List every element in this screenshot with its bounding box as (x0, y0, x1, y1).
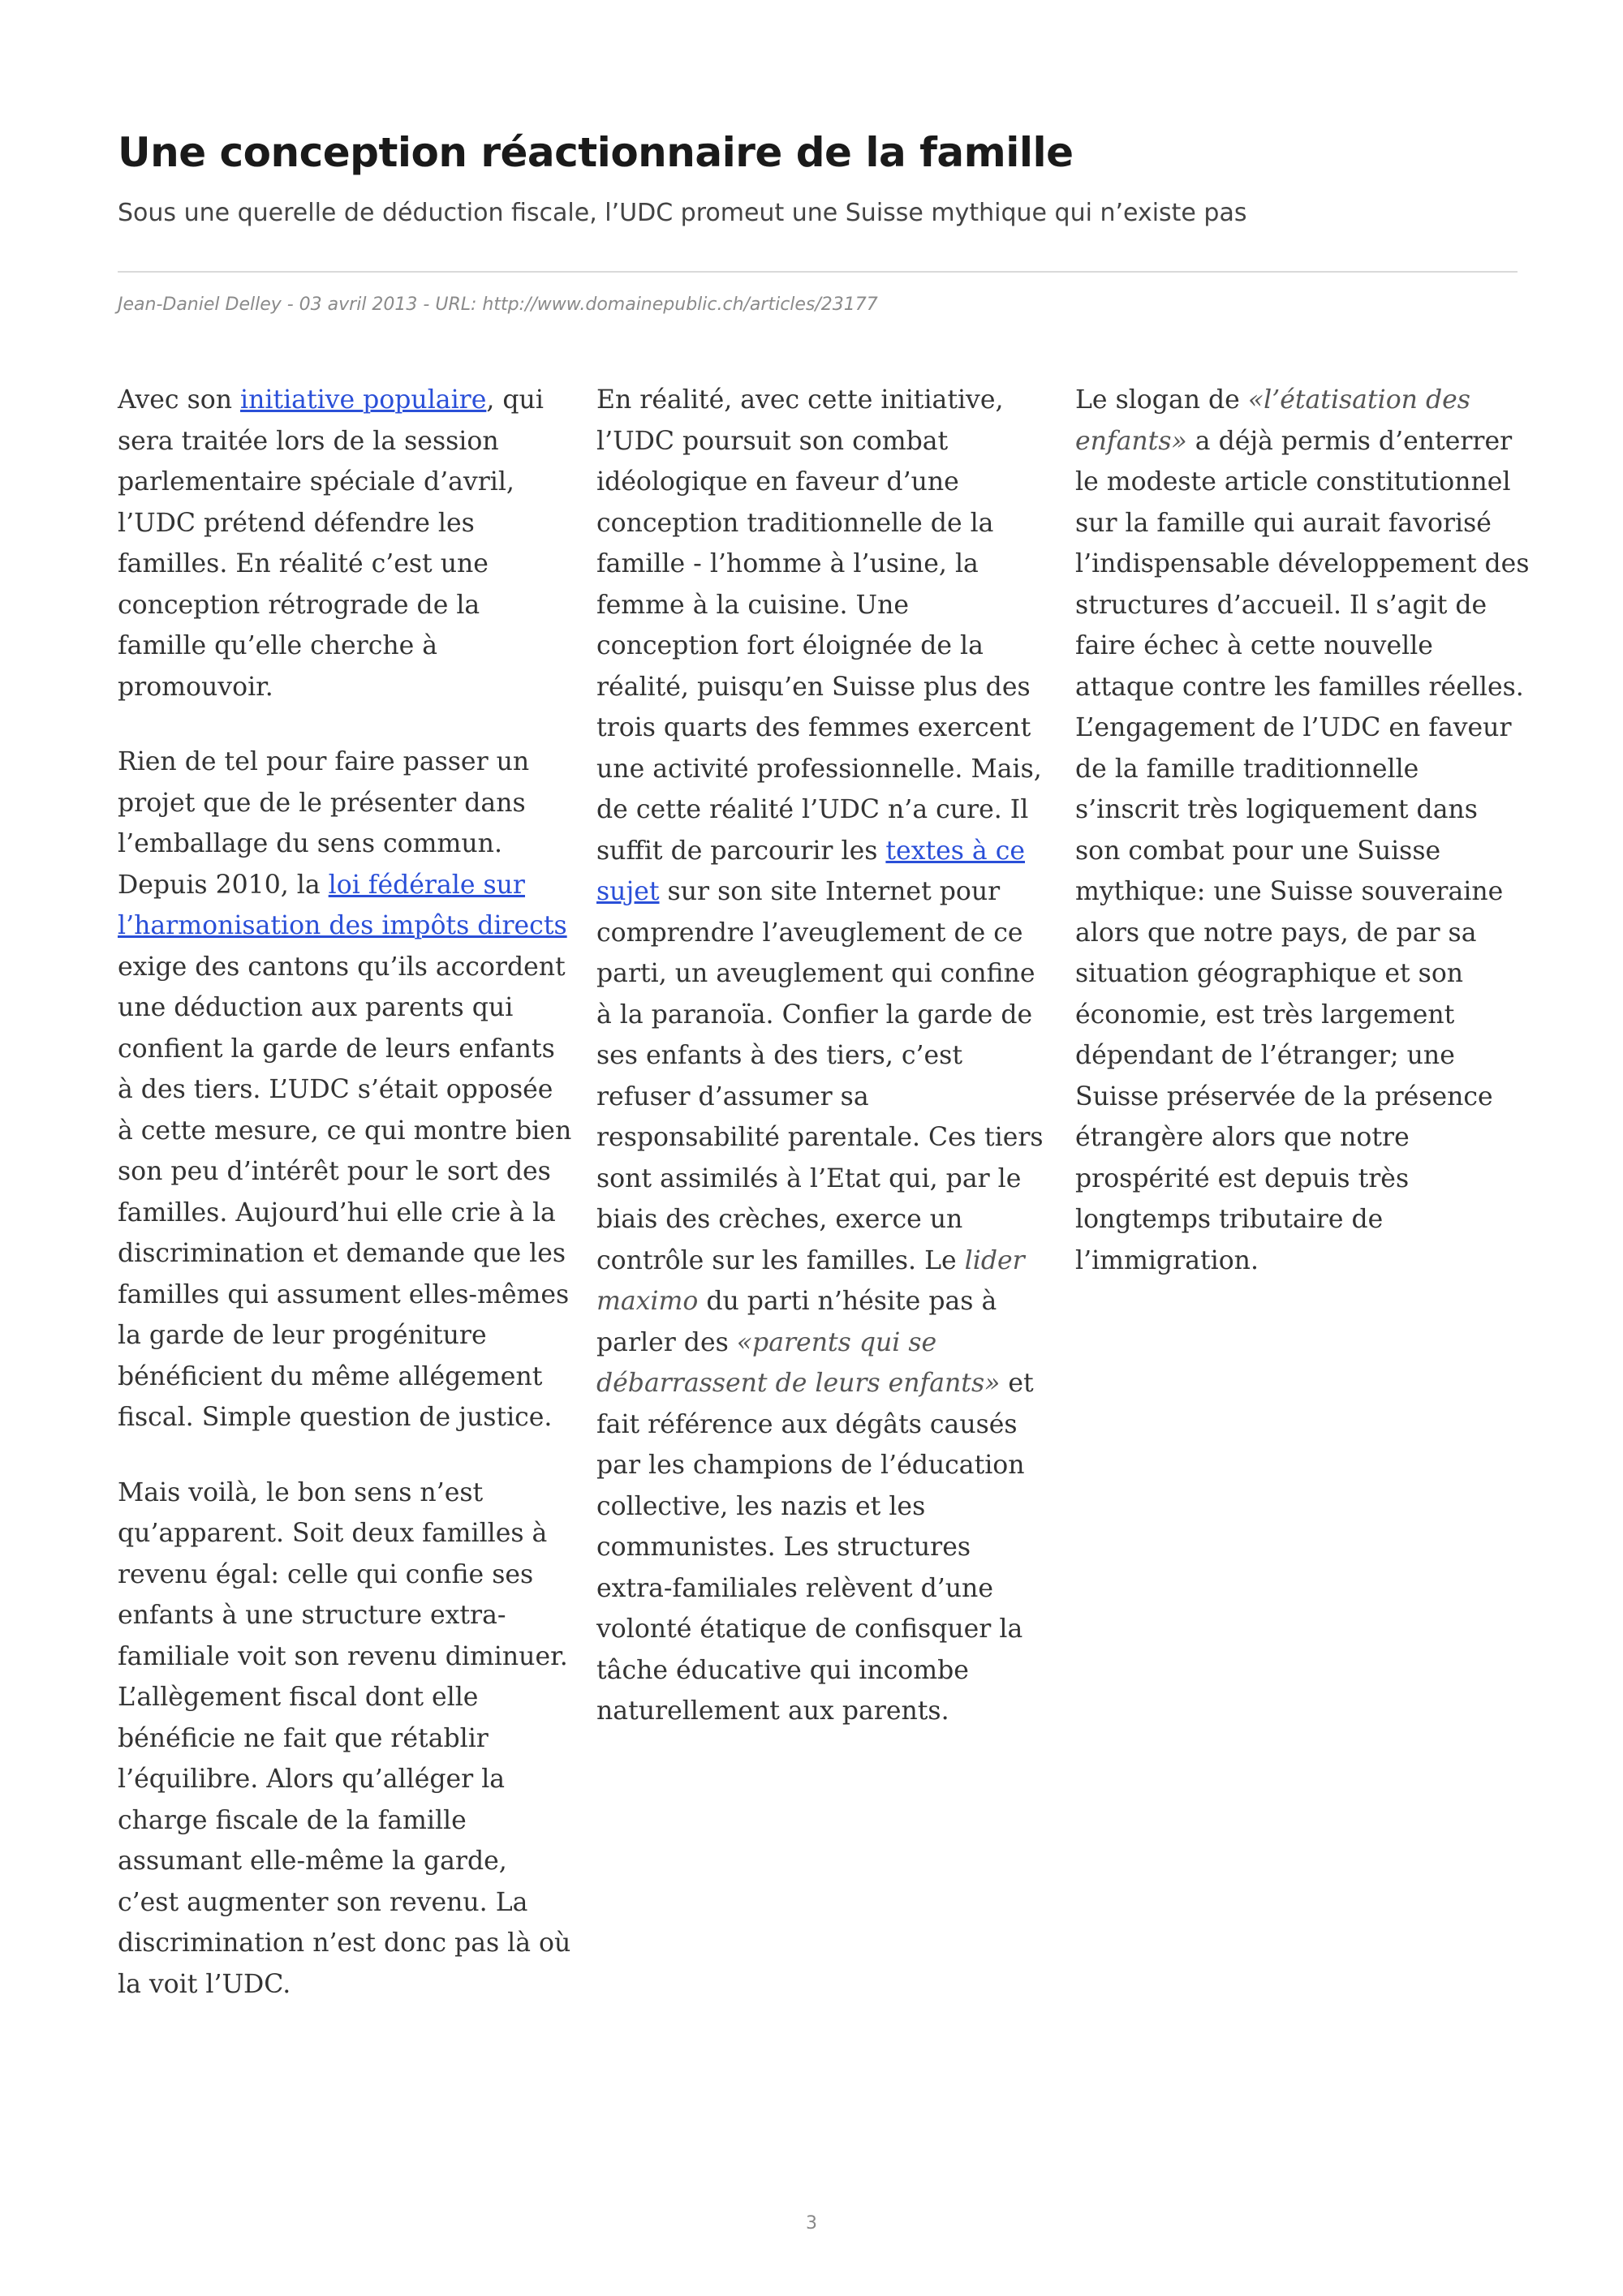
paragraph-3: Mais voilà, le bon sens n’est qu’apparent. Soit deux familles à revenu égal: celle qui confie ses enfants à une structure extra-familiale voit son revenu diminuer. L’allègement fiscal dont elle bénéficie ne fait que rétablir l’équilibre. Alors qu’alléger la charge fiscale de la famille assumant elle-même la garde, c’est augmenter son revenu. La discrimination n’est donc pas là où la voit l’UDC. (118, 1477, 571, 1999)
paragraph-2: Rien de tel pour faire passer un projet que de le présenter dans l’emballage du sens commun. Depuis 2010, la loi fédérale sur l’harmonisation des impôts directs exige des cantons qu’ils accordent une déduction aux parents qui confient la garde de leurs enfants à des tiers. L’UDC s’était opposée à cette mesure, ce qui montre bien son peu d’intérêt pour le sort des familles. Aujourd’hui elle crie à la discrimination et demande que les familles qui assument elles-mêmes la garde de leur progéniture bénéficient du même allégement fiscal. Simple question de justice. (118, 747, 572, 1432)
paragraph-1: Avec son initiative populaire, qui sera traitée lors de la session parlementaire spéciale d’avril, l’UDC prétend défendre les familles. En réalité c’est une conception rétrograde de la famille qu’elle cherche à promouvoir. (118, 385, 544, 702)
text-column-1 (118, 380, 572, 2039)
text-column-3 (1075, 380, 1530, 1315)
text-column-2 (596, 380, 1051, 1766)
link-loi-federale[interactable]: loi fédérale sur l’harmonisation des impôts directs (118, 870, 567, 940)
article-subtitle: Sous une querelle de déduction fiscale, l’UDC promeut une Suisse mythique qui n’existe pas (118, 199, 1247, 227)
paragraph-4: En réalité, avec cette initiative, l’UDC poursuit son combat idéologique en faveur d’une conception traditionnelle de la famille - l’homme à l’usine, la femme à la cuisine. Une conception fort éloignée de la réalité, puisqu’en Suisse plus des trois quarts des femmes exercent une activité professionnelle. Mais, de cette réalité l’UDC n’a cure. Il suffit de parcourir les textes à ce sujet sur son site Internet pour comprendre l’aveuglement de ce parti, un aveuglement qui confine à la paranoïa. Confier la garde de ses enfants à des tiers, c’est refuser d’assumer sa responsabilité parentale. Ces tiers sont assimilés à l’Etat qui, par le biais des crèches, exerce un contrôle sur les familles. Le lider maximo du parti n’hésite pas à parler des «parents qui se débarrassent de leurs enfants» et fait référence aux dégâts causés par les champions de l’éducation collective, les nazis et les communistes. Les structures extra-familiales relèvent d’une volonté étatique de confisquer la tâche éducative qui incombe naturellement aux parents. (596, 385, 1044, 1726)
link-initiative-populaire[interactable]: initiative populaire (240, 385, 487, 415)
page-title: Une conception réactionnaire de la famille (118, 129, 1074, 176)
emphasis-lider-maximo: lider maximo (596, 1245, 1025, 1316)
link-textes-a-ce-sujet[interactable]: textes à ce sujet (596, 836, 1026, 906)
header-divider (118, 271, 1518, 273)
page-number: 3 (806, 2213, 817, 2234)
quote-etatisation: «l’étatisation des enfants» (1075, 385, 1470, 456)
article-byline: Jean-Daniel Delley - 03 avril 2013 - URL: http://www.domainepublic.ch/articles/23177 (118, 295, 878, 315)
paragraph-5: Le slogan de «l’étatisation des enfants» a déjà permis d’enterrer le modeste article constitutionnel sur la famille qui aurait favorisé l’indispensable développement des structures d’accueil. Il s’agit de faire échec à cette nouvelle attaque contre les familles réelles. L’engagement de l’UDC en faveur de la famille traditionnelle s’inscrit très logiquement dans son combat pour une Suisse mythique: une Suisse souveraine alors que notre pays, de par sa situation géographique et son économie, est très largement dépendant de l’étranger; une Suisse préservée de la présence étrangère alors que notre prospérité est depuis très longtemps tributaire de l’immigration. (1075, 385, 1530, 1275)
quote-parents: «parents qui se débarrassent de leurs enfants» (596, 1327, 1001, 1398)
